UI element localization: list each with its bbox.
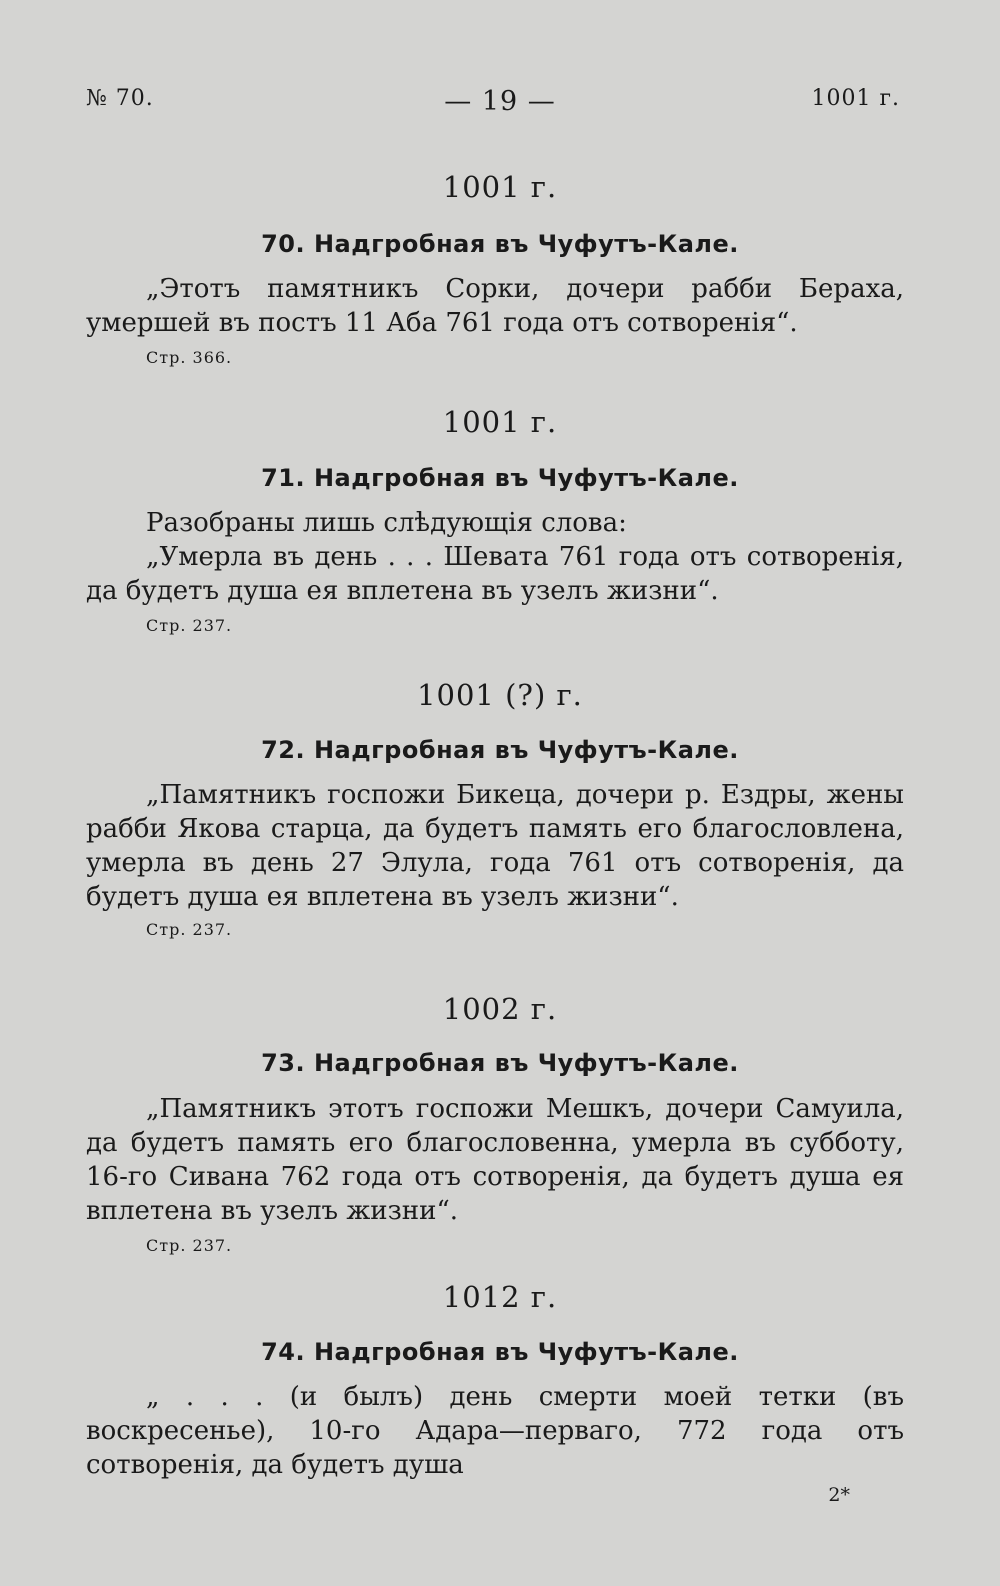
page-number: — 19 —	[444, 86, 556, 117]
entry-intro: Разобраны лишь слѣдующія слова:	[146, 508, 627, 538]
entry-year: 1001 г.	[442, 170, 558, 204]
entry-source: Стр. 237.	[146, 920, 233, 939]
printer-signature: 2*	[828, 1484, 850, 1506]
header-year: 1001 г.	[811, 86, 900, 111]
entry-text: „ . . . (и былъ) день смерти моей тетки (въ воскресенье), 10-го Адара—перваго, 772 года отъ сотворенія, да будетъ душа	[86, 1382, 904, 1480]
entry-year: 1001 (?) г.	[417, 678, 583, 712]
entry-source: Стр. 237.	[146, 616, 233, 635]
entry-source: Стр. 237.	[146, 1236, 233, 1255]
entry-year: 1012 г.	[442, 1280, 558, 1314]
entry-text: „Умерла въ день . . . Шевата 761 года отъ сотворенія, да будетъ душа ея вплетена въ узелъ жизни“.	[86, 542, 904, 606]
entry-text: „Памятникъ этотъ госпожи Мешкъ, дочери Самуила, да будетъ память его благословенна, умерла въ субботу, 16-го Сивана 762 года отъ сотворенія, да будетъ душа ея вплетена въ узелъ жизни“.	[86, 1094, 904, 1226]
entry-year: 1001 г.	[442, 405, 558, 439]
entry-title: 73. Надгробная въ Чуфутъ-Кале.	[261, 1049, 739, 1077]
entry-year: 1002 г.	[442, 992, 558, 1026]
entry-title: 70. Надгробная въ Чуфутъ-Кале.	[261, 230, 739, 258]
entry-title: 72. Надгробная въ Чуфутъ-Кале.	[261, 736, 739, 764]
entry-text: „Памятникъ госпожи Бикеца, дочери р. Ездры, жены рабби Якова старца, да будетъ память его благословлена, умерла въ день 27 Элула, года 761 отъ сотворенія, да будетъ душа ея вплетена въ узелъ жизни“.	[86, 780, 904, 912]
entry-source: Стр. 366.	[146, 348, 233, 367]
entry-text: „Этотъ памятникъ Сорки, дочери рабби Бераха, умершей въ постъ 11 Аба 761 года отъ сотворенія“.	[86, 274, 904, 338]
entry-title: 74. Надгробная въ Чуфутъ-Кале.	[261, 1338, 739, 1366]
header-number: № 70.	[86, 86, 154, 111]
entry-title: 71. Надгробная въ Чуфутъ-Кале.	[261, 464, 739, 492]
